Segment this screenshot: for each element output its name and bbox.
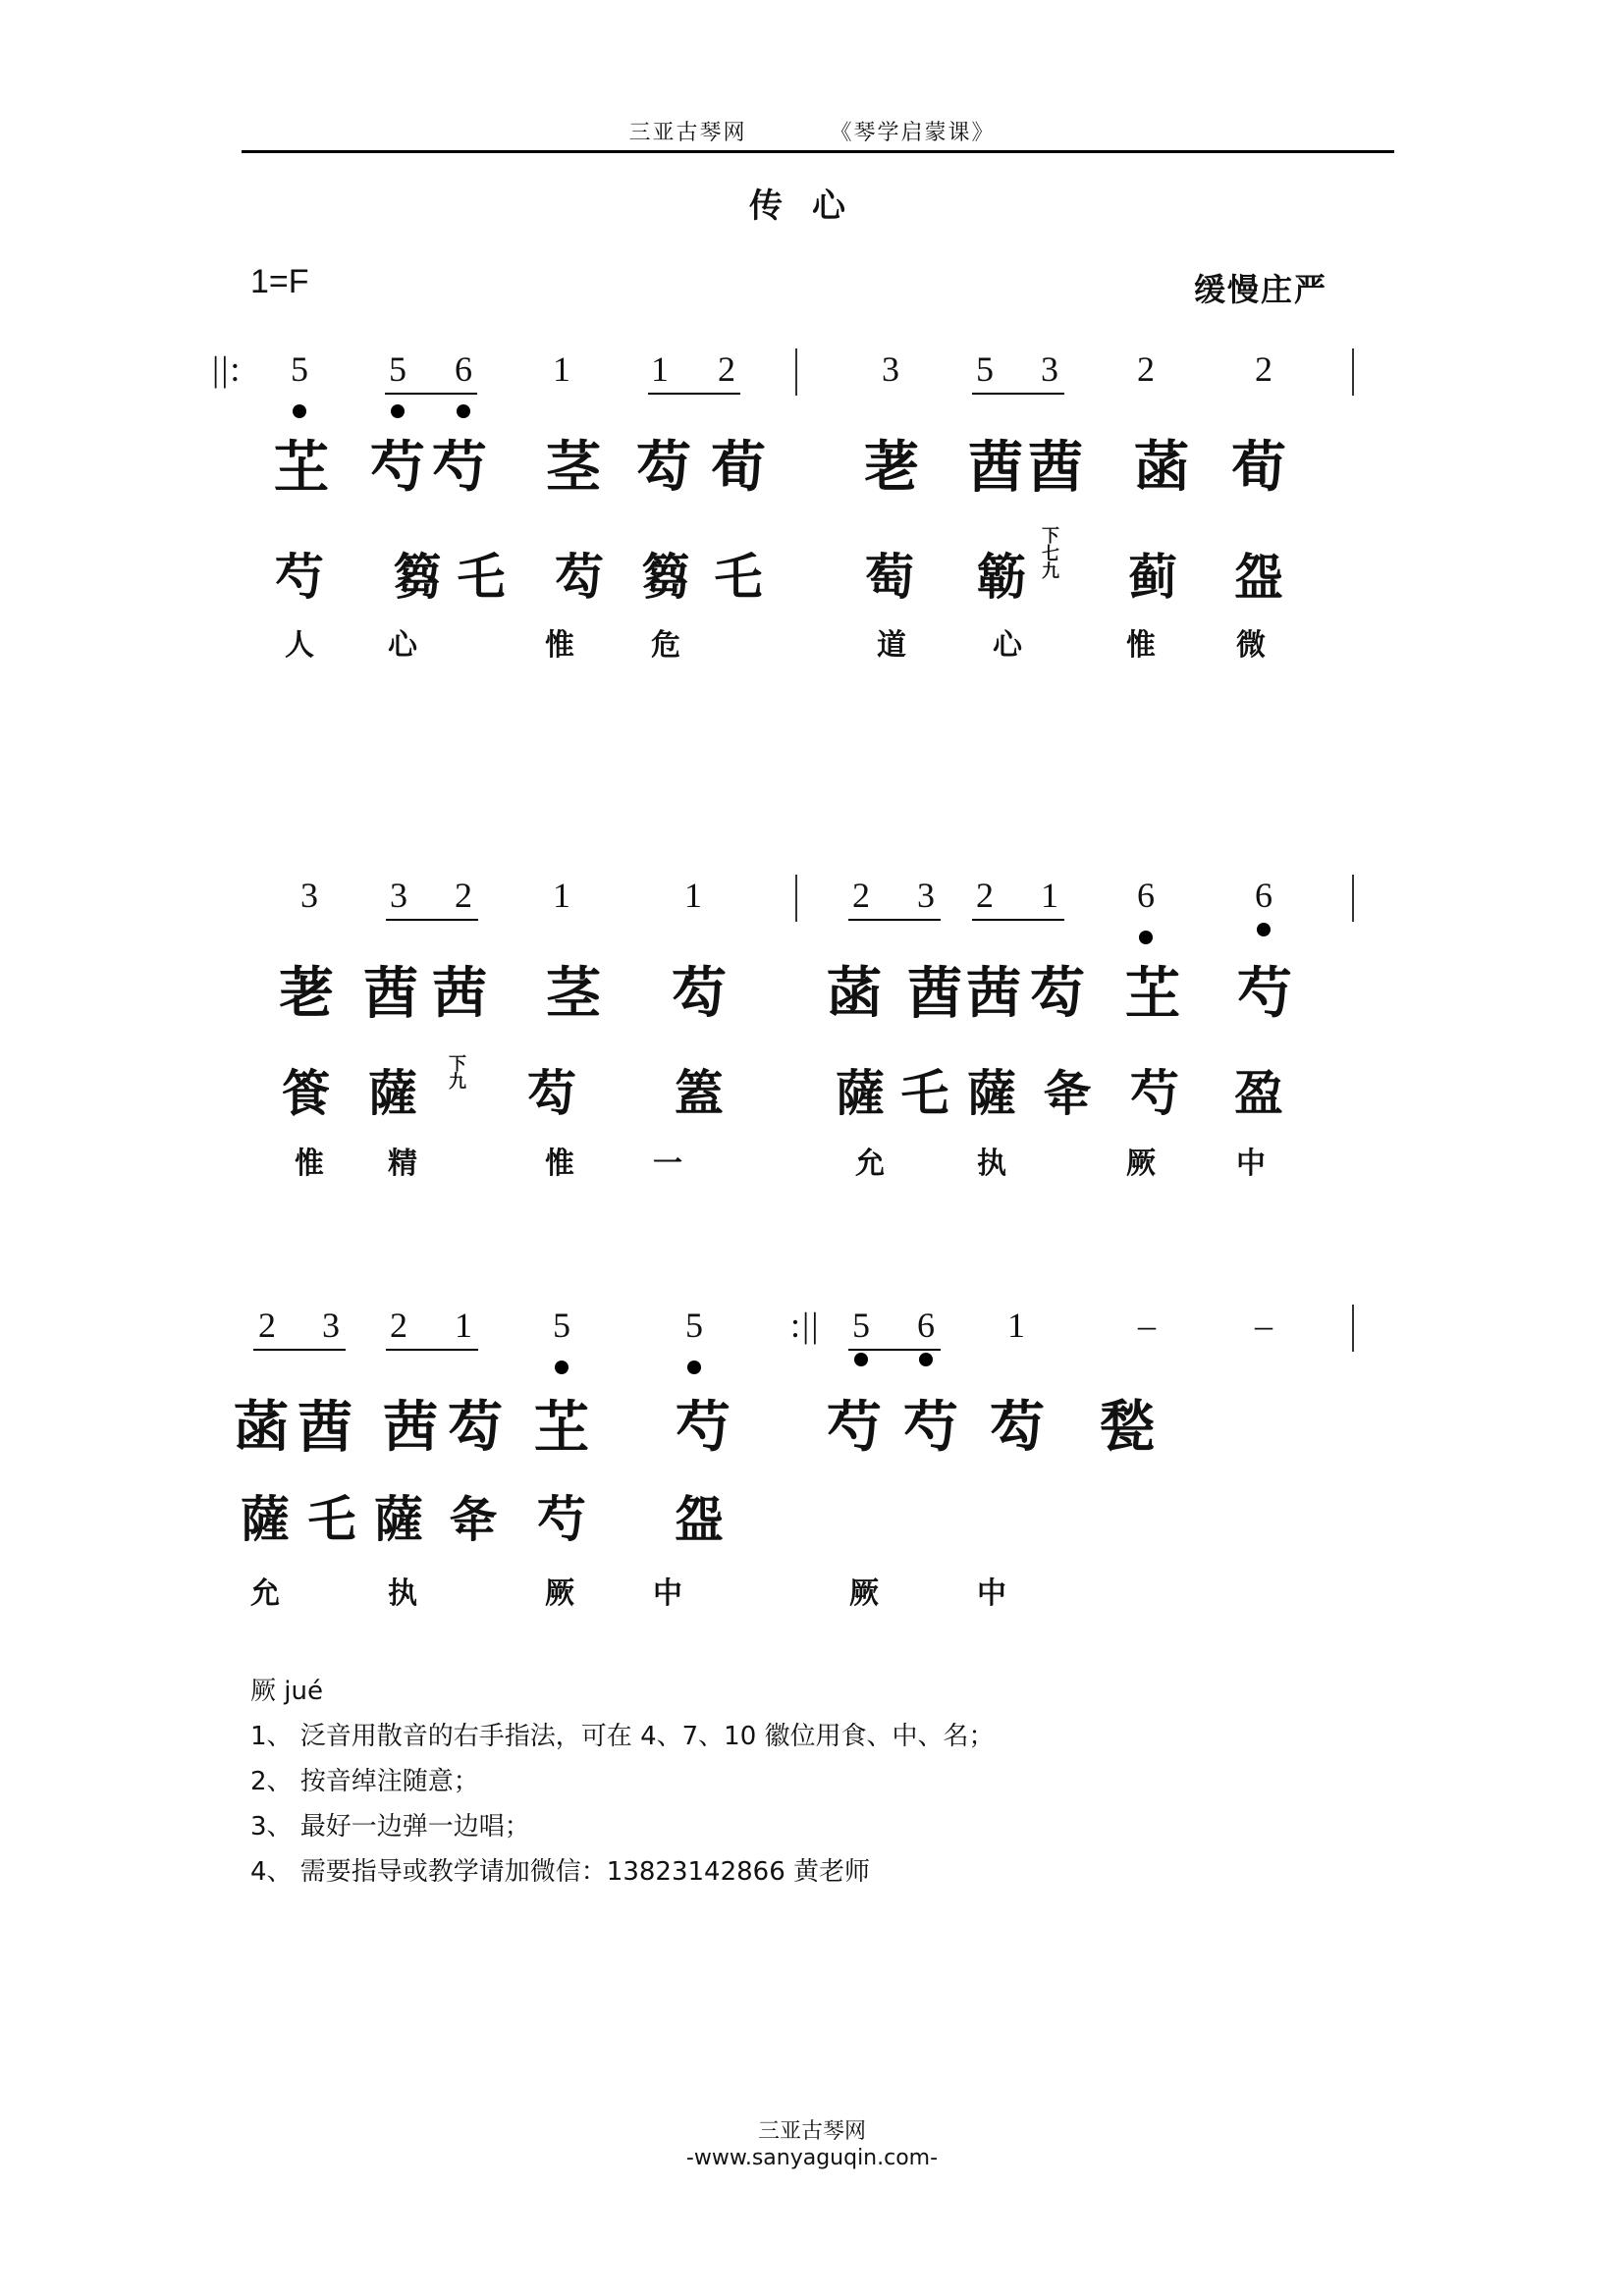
note-item: 3、 最好一边弹一边唱； xyxy=(250,1812,530,1842)
tab-char: 芶 xyxy=(672,961,727,1026)
bar-line xyxy=(1352,875,1354,922)
note-item: 1、 泛音用散音的右手指法，可在 4、7、10 徽位用食、中、名； xyxy=(250,1722,995,1751)
tab-small-annotation: 下九 xyxy=(446,1054,466,1090)
tab-char: 乇 xyxy=(457,548,506,606)
tab-char: 芍 xyxy=(432,435,487,500)
beam-underline xyxy=(848,1349,941,1351)
bar-line xyxy=(795,348,797,396)
tab-char: 芏 xyxy=(274,435,329,500)
octave-dot xyxy=(919,1353,933,1366)
lyric: 中 xyxy=(1236,1147,1266,1181)
footer-url[interactable]: -www.sanyaguqin.com- xyxy=(685,2146,939,2170)
note-number: 3 xyxy=(1041,349,1058,389)
lyric: 心 xyxy=(993,628,1022,663)
lyric: 心 xyxy=(388,628,417,663)
tab-char: 芶 xyxy=(990,1395,1045,1460)
note-number: 3 xyxy=(390,876,407,915)
tab-char: 芶 xyxy=(527,1064,576,1122)
note-number: 3 xyxy=(300,876,318,915)
beam-underline xyxy=(972,919,1064,921)
tab-char: 芍 xyxy=(370,435,425,500)
repeat-end: :|| xyxy=(790,1306,821,1345)
tab-char: 荀 xyxy=(711,435,766,500)
note-number: 3 xyxy=(917,876,935,915)
lyric: 厥 xyxy=(545,1576,574,1611)
note-number: 3 xyxy=(322,1306,340,1345)
lyric: 精 xyxy=(388,1147,417,1181)
tab-char: 芶 xyxy=(636,435,691,500)
tab-char: 荖 xyxy=(864,435,919,500)
note-number: 5 xyxy=(976,349,994,389)
pronunciation-note: 厥 jué xyxy=(250,1677,323,1706)
lyric: 执 xyxy=(388,1576,417,1611)
lyric: 允 xyxy=(250,1576,280,1611)
footer-site: 三亚古琴网 xyxy=(757,2119,866,2144)
note-number: 2 xyxy=(852,876,870,915)
dash: – xyxy=(1255,1306,1272,1345)
tab-char: 夅 xyxy=(1043,1064,1092,1122)
note-number: 5 xyxy=(553,1306,570,1345)
tab-char: 荖 xyxy=(279,961,334,1026)
tab-char: 芍 xyxy=(275,548,324,606)
lyric: 惟 xyxy=(295,1147,324,1181)
tab-small-annotation: 下七九 xyxy=(1039,526,1059,579)
tab-char: 薩 xyxy=(374,1490,423,1548)
tab-char: 芏 xyxy=(1125,961,1180,1026)
tab-char: 乇 xyxy=(714,548,763,606)
note-number: 1 xyxy=(455,1306,472,1345)
note-number: 1 xyxy=(1007,1306,1025,1345)
lyric: 惟 xyxy=(545,628,574,663)
note-number: 1 xyxy=(1041,876,1058,915)
note-number: 2 xyxy=(258,1306,276,1345)
header-book: 《琴学启蒙课》 xyxy=(830,121,996,145)
beam-underline xyxy=(648,393,740,395)
tab-char: 菡 xyxy=(234,1395,289,1460)
bar-line xyxy=(1352,348,1354,396)
note-number: 1 xyxy=(651,349,669,389)
octave-dot xyxy=(555,1361,568,1374)
tab-char: 芶 xyxy=(555,548,604,606)
tab-char: 芍 xyxy=(537,1490,586,1548)
note-number: 6 xyxy=(455,349,472,389)
note-number: 5 xyxy=(291,349,308,389)
bar-line xyxy=(1352,1305,1354,1352)
tempo-marking: 缓慢庄严 xyxy=(1194,271,1328,308)
tab-char: 芍 xyxy=(1237,961,1292,1026)
note-number: 2 xyxy=(976,876,994,915)
key-signature: 1=F xyxy=(250,263,309,300)
lyric: 允 xyxy=(855,1147,885,1181)
beam-underline xyxy=(386,1349,478,1351)
lyric: 惟 xyxy=(545,1147,574,1181)
octave-dot xyxy=(854,1353,868,1366)
lyric: 厥 xyxy=(1126,1147,1156,1181)
tab-char: 菡 xyxy=(1134,435,1189,500)
tab-char: 菡 xyxy=(827,961,882,1026)
tab-char: 乇 xyxy=(900,1064,949,1122)
lyric: 中 xyxy=(653,1576,682,1611)
note-item: 4、 需要指导或教学请加微信：13823142866 黄老师 xyxy=(250,1857,871,1887)
note-number: 5 xyxy=(852,1306,870,1345)
lyric: 人 xyxy=(285,628,314,663)
tab-char: 薩 xyxy=(241,1490,290,1548)
tab-char: 芍 xyxy=(827,1395,882,1460)
lyric: 厥 xyxy=(849,1576,879,1611)
note-number: 5 xyxy=(389,349,406,389)
tab-char: 莤 xyxy=(363,961,418,1026)
beam-underline xyxy=(972,393,1064,395)
note-number: 1 xyxy=(684,876,702,915)
tab-char: 莤 xyxy=(1028,435,1083,500)
tab-char: 芍 xyxy=(903,1395,958,1460)
beam-underline xyxy=(848,919,941,921)
tab-char: 篘 xyxy=(641,548,690,606)
note-number: 2 xyxy=(1137,349,1155,389)
tab-char: 盈 xyxy=(1234,1064,1283,1122)
bar-line xyxy=(795,875,797,922)
note-number: 1 xyxy=(553,876,570,915)
lyric: 危 xyxy=(651,628,680,663)
tab-char: 萄 xyxy=(865,548,914,606)
lyric: 道 xyxy=(877,628,906,663)
tab-char: 夅 xyxy=(449,1490,498,1548)
note-number: 3 xyxy=(882,349,899,389)
tab-char: 乇 xyxy=(307,1490,356,1548)
note-number: 2 xyxy=(390,1306,407,1345)
tab-char: 茎 xyxy=(546,961,601,1026)
octave-dot xyxy=(687,1361,701,1374)
note-number: 1 xyxy=(553,349,570,389)
beam-underline xyxy=(385,393,477,395)
dash: – xyxy=(1138,1306,1156,1345)
tab-char: 莤 xyxy=(968,435,1023,500)
octave-dot xyxy=(1139,931,1153,944)
tab-char: 盌 xyxy=(675,1490,724,1548)
tab-char: 芍 xyxy=(676,1395,731,1460)
tab-char: 甃 xyxy=(1100,1395,1155,1460)
note-number: 6 xyxy=(917,1306,935,1345)
note-number: 2 xyxy=(455,876,472,915)
tab-char: 篘 xyxy=(393,548,442,606)
beam-underline xyxy=(253,1349,346,1351)
note-number: 6 xyxy=(1137,876,1155,915)
tab-char: 茎 xyxy=(546,435,601,500)
tab-char: 芶 xyxy=(1030,961,1085,1026)
tab-char: 芶 xyxy=(448,1395,503,1460)
tab-char: 篒 xyxy=(282,1064,331,1122)
header-rule xyxy=(242,150,1394,153)
note-number: 6 xyxy=(1255,876,1272,915)
tab-char: 簕 xyxy=(977,548,1026,606)
lyric: 惟 xyxy=(1126,628,1156,663)
header-site: 三亚古琴网 xyxy=(628,121,747,145)
tab-char: 薩 xyxy=(368,1064,417,1122)
tab-char: 薩 xyxy=(836,1064,885,1122)
note-number: 2 xyxy=(718,349,735,389)
octave-dot xyxy=(293,404,306,418)
beam-underline xyxy=(386,919,478,921)
tab-char: 薩 xyxy=(967,1064,1016,1122)
tab-char: 荀 xyxy=(1231,435,1286,500)
lyric: 中 xyxy=(977,1576,1006,1611)
page-header xyxy=(0,116,1624,146)
tab-char: 茜 xyxy=(383,1395,438,1460)
repeat-start: ||: xyxy=(212,349,243,389)
lyric: 微 xyxy=(1236,628,1266,663)
note-item: 2、 按音绰注随意； xyxy=(250,1767,479,1796)
note-number: 5 xyxy=(685,1306,703,1345)
octave-dot xyxy=(1257,923,1271,936)
tab-char: 芏 xyxy=(534,1395,589,1460)
tab-char: 蓟 xyxy=(1128,548,1177,606)
lyric: 一 xyxy=(653,1147,682,1181)
note-number: 2 xyxy=(1255,349,1272,389)
tab-char: 茜 xyxy=(966,961,1021,1026)
tab-char: 茜 xyxy=(432,961,487,1026)
lyric: 执 xyxy=(977,1147,1006,1181)
tab-char: 盌 xyxy=(1234,548,1283,606)
octave-dot xyxy=(457,404,470,418)
octave-dot xyxy=(391,404,405,418)
tab-char: 篕 xyxy=(675,1064,724,1122)
tab-char: 莤 xyxy=(298,1395,352,1460)
tab-char: 莤 xyxy=(907,961,962,1026)
page-title: 传心 xyxy=(749,187,875,226)
tab-char: 芍 xyxy=(1130,1064,1179,1122)
